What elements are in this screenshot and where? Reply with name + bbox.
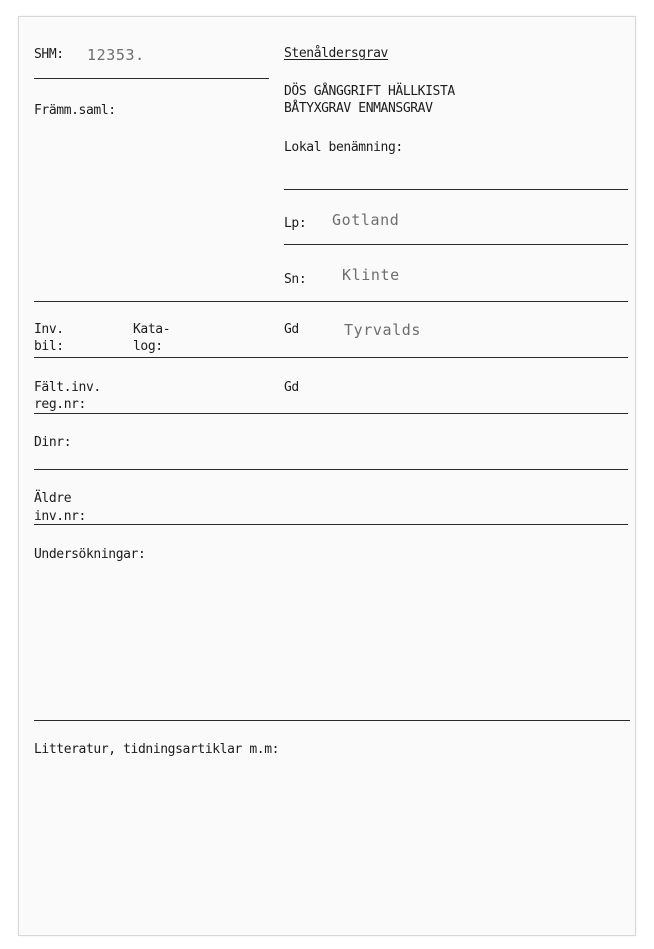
undersokningar-label: Undersökningar: [34, 547, 146, 562]
shm-divider [34, 78, 269, 79]
shm-value: 12353. [87, 46, 145, 64]
falt-inv-label-line2: reg.nr: [34, 397, 86, 412]
section-divider-6 [34, 720, 630, 721]
section-divider-4 [34, 469, 628, 470]
sn-value: Klinte [342, 266, 400, 284]
grave-types-line1: DÖS GÅNGGRIFT HÄLLKISTA [284, 84, 455, 99]
shm-label: SHM: [34, 47, 64, 62]
sn-label: Sn: [284, 272, 307, 287]
section-divider-2 [34, 357, 628, 358]
section-divider-1 [34, 301, 628, 302]
katalog-label-line1: Kata- [133, 322, 171, 337]
aldre-label-line1: Äldre [34, 491, 72, 506]
framm-saml-label: Främm.saml: [34, 103, 116, 118]
katalog-label-line2: log: [133, 339, 163, 354]
index-card [18, 16, 636, 936]
lp-divider [284, 244, 628, 245]
lp-value: Gotland [332, 211, 400, 229]
header-title: Stenåldersgrav [284, 46, 388, 61]
inv-bil-label-line2: bil: [34, 339, 64, 354]
lokal-benamning-label: Lokal benämning: [284, 140, 403, 155]
falt-inv-label-line1: Fält.inv. [34, 380, 101, 395]
gd-value-1: Tyrvalds [344, 321, 422, 339]
lokal-divider [284, 189, 628, 190]
inv-bil-label-line1: Inv. [34, 322, 64, 337]
gd-label-1: Gd [284, 322, 299, 337]
lp-label: Lp: [284, 216, 307, 231]
dinr-label: Dinr: [34, 435, 72, 450]
gd-label-2: Gd [284, 380, 299, 395]
section-divider-3 [34, 413, 628, 414]
section-divider-5 [34, 524, 628, 525]
litteratur-label: Litteratur, tidningsartiklar m.m: [34, 742, 280, 757]
grave-types-line2: BÅTYXGRAV ENMANSGRAV [284, 101, 433, 116]
aldre-label-line2: inv.nr: [34, 509, 86, 524]
